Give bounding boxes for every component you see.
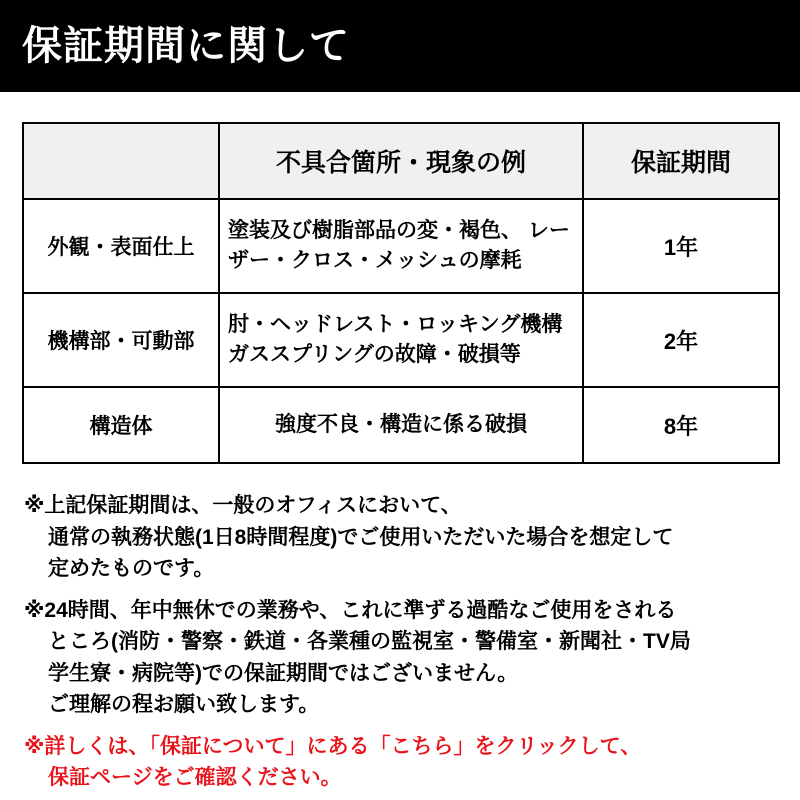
row-description xyxy=(219,387,583,463)
note-item xyxy=(24,595,778,721)
notes-section xyxy=(0,464,800,794)
row-description-line: 肘・ヘッドレスト・ロッキング機構 xyxy=(228,312,563,336)
table-row xyxy=(23,199,779,293)
table-row xyxy=(23,387,779,463)
row-description-line: 強度不良・構造に係る破損 xyxy=(275,412,527,436)
note-item xyxy=(24,490,778,585)
row-term: 1年 xyxy=(583,199,779,293)
page-title: 保証期間に関して xyxy=(22,24,350,68)
note-line: 定めたものです。 xyxy=(48,557,215,580)
table-header-term: 保証期間 xyxy=(583,123,779,199)
table-header-blank xyxy=(23,123,219,199)
warranty-table xyxy=(22,122,780,464)
note-item-warning xyxy=(24,731,778,794)
row-category: 機構部・可動部 xyxy=(23,293,219,387)
row-term: 2年 xyxy=(583,293,779,387)
table-header-description: 不具合箇所・現象の例 xyxy=(219,123,583,199)
note-line: ご理解の程お願い致します。 xyxy=(48,693,320,716)
note-line: ※24時間、年中無休での業務や、これに準ずる過酷なご使用をされる xyxy=(24,598,677,622)
note-line: ところ(消防・警察・鉄道・各業種の監視室・警備室・新聞社・TV局 xyxy=(48,630,691,653)
warranty-table-container xyxy=(0,92,800,464)
row-description xyxy=(219,293,583,387)
note-line: ※上記保証期間は、一般のオフィスにおいて、 xyxy=(24,494,462,517)
row-category: 外観・表面仕上 xyxy=(23,199,219,293)
row-description-line: 塗装及び樹脂部品の変・褐色、 xyxy=(228,218,522,242)
page-header xyxy=(0,0,800,92)
table-header-row xyxy=(23,123,779,199)
row-term: 8年 xyxy=(583,387,779,463)
row-description xyxy=(219,199,583,293)
note-line: 学生寮・病院等)での保証期間ではございません。 xyxy=(48,661,519,685)
table-row xyxy=(23,293,779,387)
note-line: 通常の執務状態(1日8時間程度)でご使用いただいた場合を想定して xyxy=(48,525,674,549)
row-description-line: レーザー・クロス・メッシュの摩耗 xyxy=(228,218,570,272)
row-category: 構造体 xyxy=(23,387,219,463)
note-line: ※詳しくは、「保証について」にある「こちら」をクリックして、 xyxy=(24,734,642,758)
note-line: 保証ページをご確認ください。 xyxy=(48,766,342,789)
row-description-line: ガススプリングの故障・破損等 xyxy=(228,343,521,366)
